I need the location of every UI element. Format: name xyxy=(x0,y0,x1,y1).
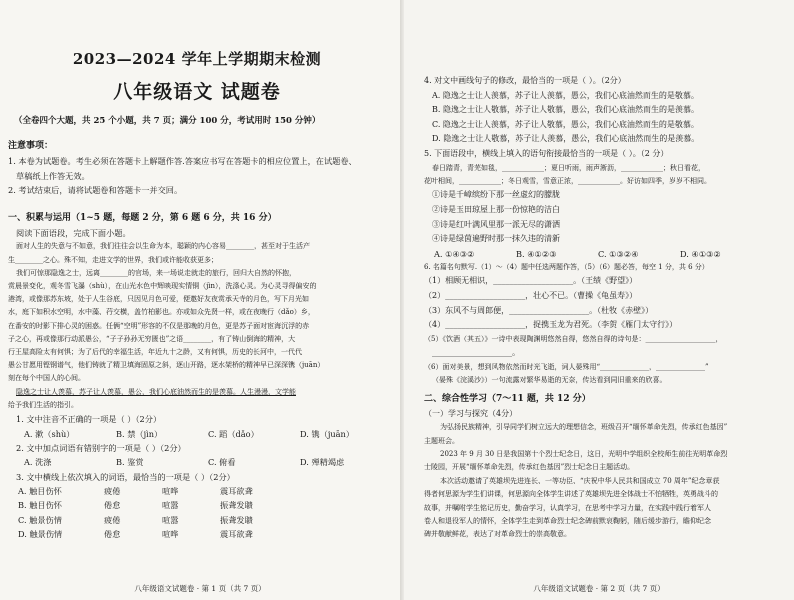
notice-1b: 草稿纸上作答无效。 xyxy=(16,170,90,181)
option-d: D. 殚精竭虑 xyxy=(300,457,345,468)
recitation-line: （5）《饮酒（其五）》一诗中表现陶渊明悠然自得，悠然自得的诗句是：____________________， xyxy=(424,334,723,343)
question-5-item: ②诗是玉田琼屋上那一份惊艳的洁白 xyxy=(432,204,560,214)
passage-line: 我们可惊那隐逸之士，远离________的官场，来一场说走就走的旅行，回归大自然的怀抱， xyxy=(16,268,296,277)
question-6: 6. 名篇名句默写.（1）～（4）题中任选两题作答，（5）（6）题必答，每空 1 分，共 6 分） xyxy=(424,262,709,271)
section-2-subheading: （一）学习与探究（4分） xyxy=(424,408,518,418)
question-5-item: ④诗是绿茵遍野时那一抹久违的清新 xyxy=(432,234,560,244)
option-cell: 喧哗 xyxy=(162,528,179,539)
material-line: 2023 年 9 月 30 日是我国第十个烈士纪念日，这日，光明中学组织全校师生前往光明革命烈 xyxy=(440,449,728,458)
question-5-options xyxy=(424,247,782,261)
option-b: B. 隐逸之士让人敬慕，苏子让人敬慕，愚公，我们心底油然而生的是羡慕。 xyxy=(432,105,699,115)
notice-heading: 注意事项： xyxy=(8,141,54,151)
option-row-b xyxy=(8,498,386,512)
exam-page-2 xyxy=(404,0,794,600)
recitation-line: （晏殊《浣溪沙》）一句流露对繁华易逝的无奈，传达看到同旧重来的欣喜。 xyxy=(432,376,667,385)
section-1-instruction: 阅读下面语段，完成下面小题。 xyxy=(16,227,131,238)
option-row-d xyxy=(8,527,386,541)
material-line: 得者何思源为学生们讲课，何思源向全体学生讲述了英雄坝先进全体战士不怕牺牲，英勇战斗的 xyxy=(424,490,718,499)
option-a: A. 漱（shù） xyxy=(24,428,75,439)
question-5-item: ③诗是红叶满风里那一派无尽的潇洒 xyxy=(432,219,560,229)
option-cell: B. 触目伤怀 xyxy=(18,500,62,511)
section-2-paragraph: 为弘扬民族精神，引导同学们树立远大的理想信念，班级召开“缅怀革命先烈，传承红色基因” xyxy=(440,423,728,432)
option-cell: 震耳欲聋 xyxy=(220,486,253,497)
option-d: D. 镌（juān） xyxy=(300,428,355,439)
recitation-line: （3）东风不与周郎便，____________________。（杜牧《赤壁》） xyxy=(424,305,654,315)
option-cell: 振聋发聩 xyxy=(220,500,253,511)
year-title: 2023—2024 学年上学期期末检测 xyxy=(72,50,322,68)
question-5-item: ①诗是千嶂缤纷下那一丝虚幻的朦胧 xyxy=(432,190,560,200)
question-4: 4. 对文中画线句子的修改，最恰当的一项是（ ）。（2分） xyxy=(424,76,626,85)
material-line: 本次活动邀请了英雄坝先进连长、一等功臣、“庆祝中华人民共和国成立 70 周年”纪念章获 xyxy=(440,476,720,485)
option-a: A. ①④③② xyxy=(434,248,475,259)
option-b: B. 鉴赏 xyxy=(116,457,144,468)
recitation-line: （4）____________________，捉携玉龙为君死。（李贺《雁门太守行》） xyxy=(424,320,678,330)
option-cell: 倦怠 xyxy=(104,500,121,511)
question-5-passage: 春日踏青，青芜如毯，____________；夏日听雨，雨声淅沥，____________；秋日看花， xyxy=(432,163,705,172)
material-line: 卷人和退役军人的情怀，全体学生走到革命烈士纪念碑前默哀鞠躬，随后缓步游行，瞻仰纪念 xyxy=(424,516,711,525)
passage-underlined-sentence: 隐逸之士让人羡慕，苏子让人羡慕，愚公，我们心底油然而生的是羡慕。人生漫漫，文学能 xyxy=(16,387,296,396)
option-cell: 倦怠 xyxy=(104,528,121,539)
option-cell: C. 触景伤情 xyxy=(18,514,62,525)
recitation-line: ____________________。 xyxy=(432,348,520,358)
passage-line: 给予我们生活的指引。 xyxy=(8,400,78,409)
question-2-options xyxy=(8,455,386,469)
section-2-heading: 二、综合性学习（7～11 题，共 12 分） xyxy=(424,393,591,404)
option-cell: D. 触景伤情 xyxy=(18,528,63,539)
reading-passage xyxy=(8,240,386,412)
question-1: 1. 文中注音不正确的一项是（ ）（2分） xyxy=(16,414,162,425)
passage-line: 面对人生的失意与不如意，我们往往会以生命为本，聪颖的内心容易________，甚至对于生活产 xyxy=(16,242,310,251)
passage-line: 港湾，或像那苏东坡，处于人生谷底，只因见月色可爱，便邀好友夜赏承天寺的月色，写下月光如 xyxy=(8,295,309,304)
option-cell: 震耳欲聋 xyxy=(220,528,253,539)
option-b: B. 禁（jìn） xyxy=(116,428,163,439)
option-cell: 疲倦 xyxy=(104,514,121,525)
passage-line: 水，庭下如积水空明，水中藻、荇交横，盖竹柏影也。亦或如众先贤一样，或在夜晚行（dǎo）乡， xyxy=(8,308,315,317)
option-cell: 喧哗 xyxy=(162,486,179,497)
recitation-line: （1）相顾无相识，____________________。（王绩《野望》） xyxy=(424,276,638,286)
option-d: D. ④①③② xyxy=(680,248,721,259)
passage-line: 生________之心。殊不知，走进文学的世界，我们或许能收获更多； xyxy=(8,255,218,264)
option-a: A. 洗涤 xyxy=(24,457,52,468)
passage-line: 子之心，再或像那行动派愚公，“子子孙孙无穷匮也”之语________，有了铸山倒海的精神，大 xyxy=(8,334,296,343)
option-c: C. ①③②④ xyxy=(598,248,639,259)
notice-2: 2. 考试结束后，请将试题卷和答题卡一并交回。 xyxy=(8,185,183,196)
material-line: 士陵园，开展“缅怀革命先烈，传承红色基因”烈士纪念日主题活动。 xyxy=(424,463,635,472)
question-5: 5. 下面语段中，横线上填入的语句衔接最恰当的一项是（ ）。（2 分） xyxy=(424,148,669,158)
recitation-line: （2）____________________，壮心不已。（曹操《龟虽寿》） xyxy=(424,290,638,300)
option-cell: 疲倦 xyxy=(104,486,121,497)
option-b: B. ④①②③ xyxy=(516,248,557,259)
exam-title: 八年级语文 试题卷 xyxy=(113,81,281,103)
passage-line: 在番安的时影下排心灵的困惑。任俩“空明”形容的不仅是那晚的月色，更是苏子面对宦海沉浮的赤 xyxy=(8,321,310,330)
option-c: C. 俯看 xyxy=(208,457,236,468)
option-cell: 振聋发聩 xyxy=(220,514,253,525)
passage-line: 赏晨景变化，观冬雪飞瀑（shù），在山光水色中辉映现实情铜（jìn），洗涤心灵。为心灵寻得偏安的 xyxy=(8,281,317,290)
question-3-options xyxy=(8,484,386,541)
notice-1: 1. 本卷为试题卷。考生必须在答题卡上解题作答.答案应书写在答题卡的相应位置上，在试题卷、 xyxy=(8,156,357,166)
page-2-footer: 八年级语文试题卷 · 第 2 页（共 7 页） xyxy=(533,584,665,593)
option-row-a xyxy=(8,484,386,498)
option-cell: 喧嚣 xyxy=(162,514,179,525)
material-line: 故事，并嘱咐学生铭记历史，勤奋学习，认真学习，在思考中学习力量，在实践中践行着军人 xyxy=(424,503,711,512)
option-a: A. 隐逸之士让人羡慕，苏子让人羡慕，愚公，我们心底油然而生的是敬慕。 xyxy=(432,90,699,100)
question-5-passage: 花叶相间，____________；冬日观雪，雪意正浓，____________。好访如四季，岁岁不相同。 xyxy=(424,176,711,185)
option-c: C. 隐逸之士让人羡慕，苏子让人敬慕，愚公，我们心底油然而生的是敬慕。 xyxy=(432,119,699,129)
passage-line: 愚公甘愿用铿钢谱气，他们铸就了精卫填海固原之斜，逐山开路，逐水架桥的精神早已深深镌（juān） xyxy=(8,361,325,370)
option-cell: 喧嚣 xyxy=(162,500,179,511)
option-cell: A. 触目伤怀 xyxy=(18,486,62,497)
question-3: 3. 文中横线上依次填入的词语，最恰当的一项是（ ）（2分） xyxy=(16,471,235,482)
option-d: D. 隐逸之士让人敬慕，苏子让人羡慕，愚公，我们心底油然而生的是羡慕。 xyxy=(432,134,700,144)
material-line: 碑并敬献鲜花，表达了对革命烈士的崇高敬意。 xyxy=(424,530,571,539)
question-2: 2. 文中加点词语有错别字的一项是（ ）（2分） xyxy=(16,442,186,453)
recitation-line: （6）面对美景，想到风物依然而时光飞逝，词人晏殊用“______________，______________” xyxy=(424,362,709,371)
option-c: C. 蹈（dǎo） xyxy=(208,428,259,439)
exam-subtitle: （全卷四个大题，共 25 个小题，共 7 页；满分 100 分，考试用时 150 分钟） xyxy=(14,116,321,126)
section-2-paragraph: 主题班会。 xyxy=(424,436,459,445)
passage-line: 刻在每个中国人的心间。 xyxy=(8,374,85,383)
passage-line: 行王屋高险太有何惧；为了后代的幸福生活，年近九十之龄，又有何惧，历史的长河中，一代代 xyxy=(8,348,302,356)
option-row-c xyxy=(8,513,386,527)
page-1-footer: 八年级语文试题卷 · 第 1 页（共 7 页） xyxy=(134,584,266,593)
section-1-heading: 一、积累与运用（1~5 题，每题 2 分，第 6 题 6 分，共 16 分） xyxy=(8,212,277,223)
question-1-options xyxy=(8,427,386,441)
